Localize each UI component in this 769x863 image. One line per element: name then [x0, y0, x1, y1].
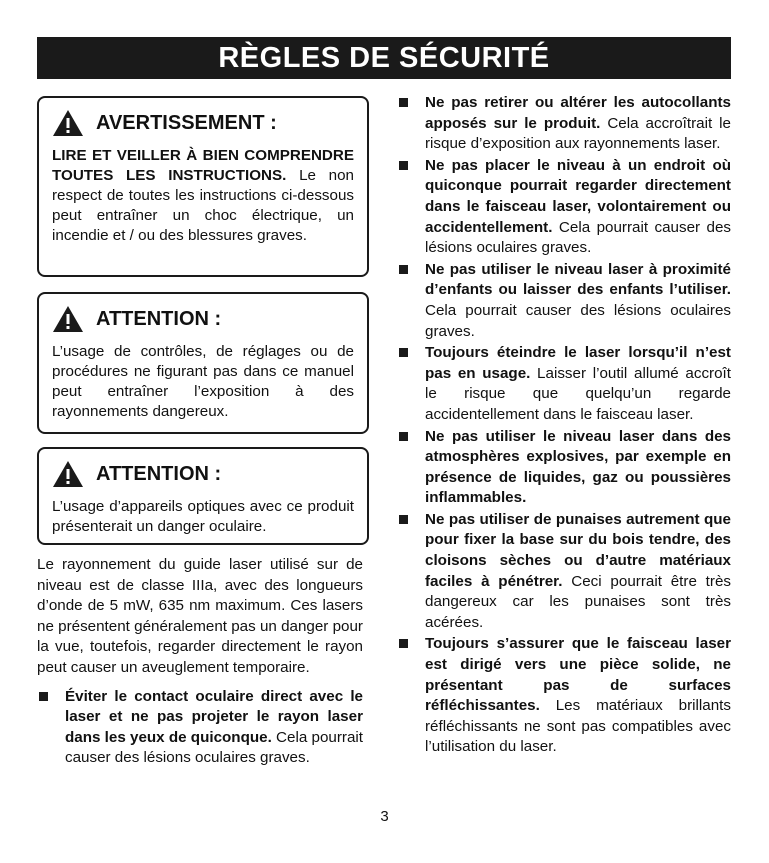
- warning-box-bold-text: LIRE ET VEILLER À BIEN COMPRENDRE TOUTES LES INSTRUCTIONS.: [52, 147, 354, 184]
- page-title: RÈGLES DE SÉCURITÉ: [37, 37, 731, 79]
- right-column: [397, 93, 731, 759]
- bullet-text: Cela pourrait causer des lésions oculaires graves.: [425, 218, 731, 257]
- warning-triangle-icon: [52, 304, 84, 334]
- bullet-bold-text: Toujours s’assurer que le faisceau laser est dirigé vers une pièce solide, ne présentant pas de surfaces réfléchissantes.: [425, 635, 731, 715]
- attention-box-1-title: ATTENTION :: [96, 308, 222, 330]
- warning-box-header: [52, 108, 354, 138]
- warning-box: [37, 96, 369, 277]
- attention-box-1-text: L’usage de contrôles, de réglages ou de procédures ne figurant pas dans ce manuel peut entraîner l’exposition à des rayonnements dangereux.: [52, 343, 354, 420]
- square-bullet-icon: [399, 98, 408, 107]
- warning-box-title: AVERTISSEMENT :: [96, 112, 277, 134]
- left-column: [37, 555, 363, 769]
- list-item: [397, 634, 731, 758]
- warning-box-text: Le non respect de toutes les instructions ci-dessous peut entraîner un choc électrique, un incendie et / ou des blessures graves.: [52, 167, 354, 244]
- bullet-text: Ceci pourrait être très dangereux car les punaises sont très acérées.: [425, 572, 731, 631]
- list-item: [397, 343, 731, 425]
- square-bullet-icon: [399, 639, 408, 648]
- bullet-bold-text: Toujours éteindre le laser lorsqu’il n’est pas en usage.: [425, 344, 731, 382]
- left-bullet-list: [37, 687, 363, 769]
- warning-box-body: [52, 146, 354, 246]
- bullet-bold-text: Ne pas placer le niveau à un endroit où quiconque pourrait regarder directement dans le faisceau laser, volontairement ou accidentellement.: [425, 156, 731, 236]
- attention-box-2: [37, 447, 369, 545]
- square-bullet-icon: [399, 348, 408, 357]
- bullet-text: Laisser l’outil allumé accroît le risque que quelqu’un regarde accidentellement dans le faisceau laser.: [425, 364, 731, 423]
- right-bullet-list: [397, 93, 731, 758]
- bullet-bold-text: Éviter le contact oculaire direct avec le laser et ne pas projeter le rayon laser dans les yeux de quiconque.: [65, 687, 363, 746]
- attention-box-1: [37, 292, 369, 434]
- bullet-bold-text: Ne pas utiliser le niveau laser à proximité d’enfants ou laisser des enfants l’utiliser.: [425, 260, 731, 299]
- list-item: [37, 687, 363, 769]
- bullet-bold-text: Ne pas retirer ou altérer les autocollants apposés sur le produit.: [425, 94, 731, 132]
- square-bullet-icon: [399, 432, 408, 441]
- warning-triangle-icon: [52, 108, 84, 138]
- attention-box-2-text: L’usage d’appareils optiques avec ce produit présenterait un danger oculaire.: [52, 498, 354, 535]
- list-item: [397, 260, 731, 342]
- page-number: 3: [380, 808, 389, 825]
- bullet-text: Cela pourrait causer des lésions oculaires graves.: [425, 301, 731, 340]
- square-bullet-icon: [399, 161, 408, 170]
- attention-box-1-header: [52, 304, 354, 334]
- list-item: [397, 156, 731, 259]
- warning-triangle-icon: [52, 459, 84, 489]
- bullet-bold-text: Ne pas utiliser le niveau laser dans des atmosphères explosives, par exemple en présence de liquides, gaz ou poussières inflammables.: [425, 427, 731, 507]
- bullet-text: Les matériaux brillants réfléchissants ne sont pas compatibles avec l’utilisation du laser.: [425, 697, 731, 756]
- square-bullet-icon: [399, 265, 408, 274]
- square-bullet-icon: [399, 515, 408, 524]
- list-item: [397, 93, 731, 155]
- attention-box-2-title: ATTENTION :: [96, 463, 222, 485]
- square-bullet-icon: [39, 692, 48, 701]
- list-item: [397, 510, 731, 634]
- laser-class-paragraph: Le rayonnement du guide laser utilisé sur de niveau est de classe IIIa, avec des longueurs d’onde de 5 mW, 635 nm maximum. Ces lasers ne présentent généralement pas un danger pour la vue, toutefois, regarder directement le rayon peut causer un aveuglement temporaire.: [37, 556, 363, 676]
- bullet-bold-text: Ne pas utiliser de punaises autrement que pour fixer la base sur du bois tendre, des cloisons sèches ou d’autre matériaux faciles à pénétrer.: [425, 510, 731, 590]
- list-item: [397, 427, 731, 509]
- bullet-text: Cela pourrait causer des lésions oculaires graves.: [65, 728, 363, 767]
- attention-box-2-header: [52, 459, 354, 489]
- bullet-text: Cela accroîtrait le risque d’exposition aux rayonnements laser.: [425, 114, 732, 153]
